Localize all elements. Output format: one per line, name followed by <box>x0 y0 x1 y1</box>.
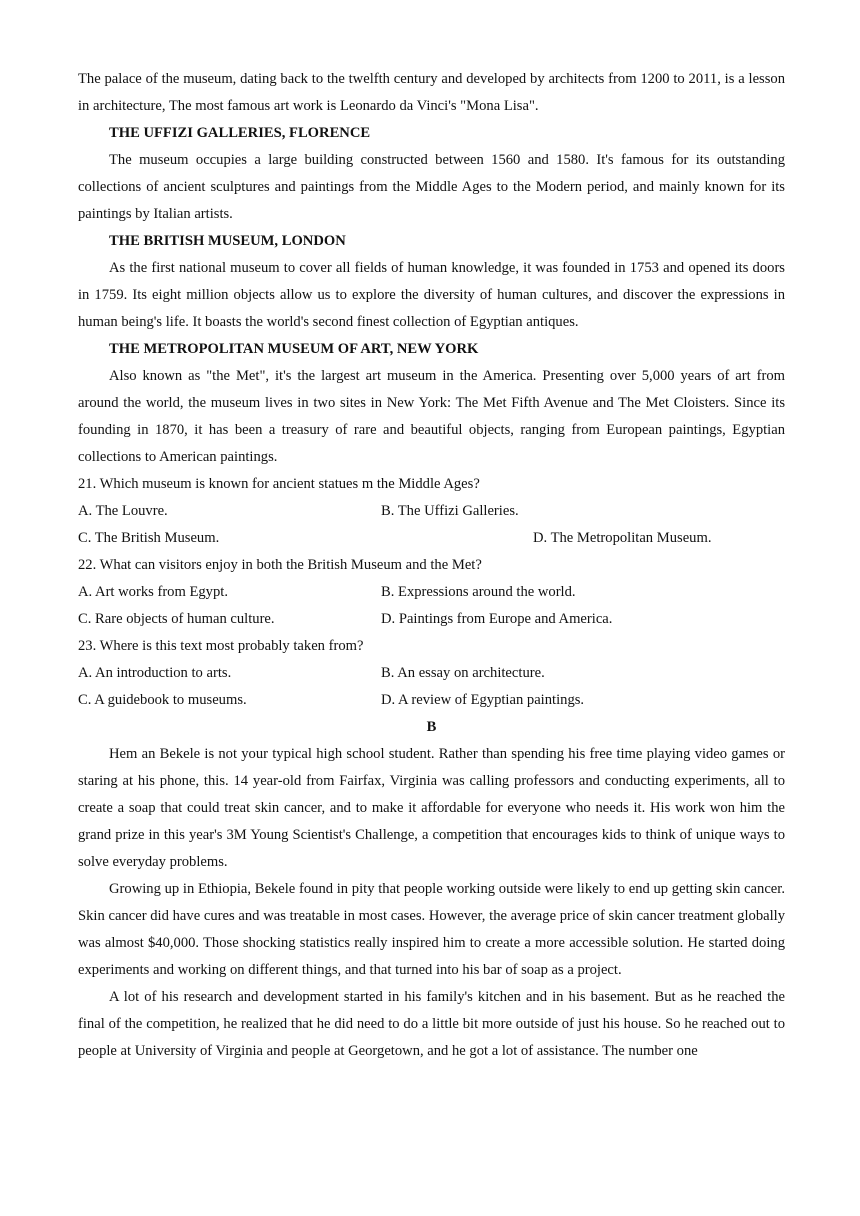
q21-option-b: B. The Uffizi Galleries. <box>381 503 519 519</box>
q21-option-d: D. The Metropolitan Museum. <box>533 530 712 546</box>
question-21: 21. Which museum is known for ancient statues m the Middle Ages? <box>78 476 480 492</box>
question-22-options-row2 <box>78 606 785 633</box>
question-22-options-row1 <box>78 579 785 606</box>
q22-option-c: C. Rare objects of human culture. <box>78 611 275 627</box>
q23-option-d: D. A review of Egyptian paintings. <box>381 692 585 708</box>
q23-option-a: A. An introduction to arts. <box>78 665 232 681</box>
q22-option-b: B. Expressions around the world. <box>381 584 576 600</box>
section-b-paragraph-1: Hem an Bekele is not your typical high school student. Rather than spending his free time playing video games or staring at his phone, this. 14 year-old from Fairfax, Virginia was calling professors and conducting experiments, all to create a soap that could treat skin cancer, and to make it affordable for everyone who needs it. His work won him the grand prize in this year's 3M Young Scientist's Challenge, a competition that encourages kids to think of unique ways to solve everyday problems. <box>78 746 785 870</box>
section-b-paragraph-3: A lot of his research and development started in his family's kitchen and in his basement. But as he reached the final of the competition, he realized that he did need to do a little bit more outside of just his house. So he reached out to people at University of Virginia and people at Georgetown, and he got a lot of assistance. The number one <box>78 989 785 1059</box>
british-heading: THE BRITISH MUSEUM, LONDON <box>109 233 346 249</box>
question-22: 22. What can visitors enjoy in both the British Museum and the Met? <box>78 557 482 573</box>
met-paragraph: Also known as "the Met", it's the largest art museum in the America. Presenting over 5,000 years of art from around the world, the museum lives in two sites in New York: The Met Fifth Avenue and The Met Cloisters. Since its founding in 1870, it has been a treasury of rare and beautiful objects, ranging from European paintings, Egyptian collections to American paintings. <box>78 368 785 465</box>
met-heading: THE METROPOLITAN MUSEUM OF ART, NEW YORK <box>109 341 479 357</box>
section-b-title: B <box>426 719 437 735</box>
question-23-options-row1 <box>78 660 785 687</box>
document-page <box>78 66 785 1065</box>
q21-option-c: C. The British Museum. <box>78 530 220 546</box>
q22-option-a: A. Art works from Egypt. <box>78 584 228 600</box>
louvre-paragraph-end: The palace of the museum, dating back to the twelfth century and developed by architects from 1200 to 2011, is a lesson in architecture, The most famous art work is Leonardo da Vinci's "Mona Lisa". <box>78 71 785 114</box>
q21-option-a: A. The Louvre. <box>78 503 168 519</box>
uffizi-heading: THE UFFIZI GALLERIES, FLORENCE <box>109 125 371 141</box>
section-b-paragraph-2: Growing up in Ethiopia, Bekele found in pity that people working outside were likely to end up getting skin cancer. Skin cancer did have cures and was treatable in most cases. However, the average price of skin cancer treatment globally was almost $40,000. Those shocking statistics really inspired him to create a more accessible solution. He started doing experiments and working on different things, and that turned into his bar of soap as a project. <box>78 881 785 978</box>
q23-option-c: C. A guidebook to museums. <box>78 692 247 708</box>
question-23: 23. Where is this text most probably taken from? <box>78 638 364 654</box>
question-23-options-row2 <box>78 687 785 714</box>
q22-option-d: D. Paintings from Europe and America. <box>381 611 613 627</box>
question-21-options-row2 <box>78 525 785 552</box>
question-21-options-row1 <box>78 498 785 525</box>
uffizi-paragraph: The museum occupies a large building constructed between 1560 and 1580. It's famous for its outstanding collections of ancient sculptures and paintings from the Middle Ages to the Modern period, and mainly known for its paintings by Italian artists. <box>78 152 785 222</box>
british-paragraph: As the first national museum to cover all fields of human knowledge, it was founded in 1753 and opened its doors in 1759. Its eight million objects allow us to explore the diversity of human cultures, and discover the expressions in human being's life. It boasts the world's second finest collection of Egyptian antiques. <box>78 260 785 330</box>
q23-option-b: B. An essay on architecture. <box>381 665 545 681</box>
